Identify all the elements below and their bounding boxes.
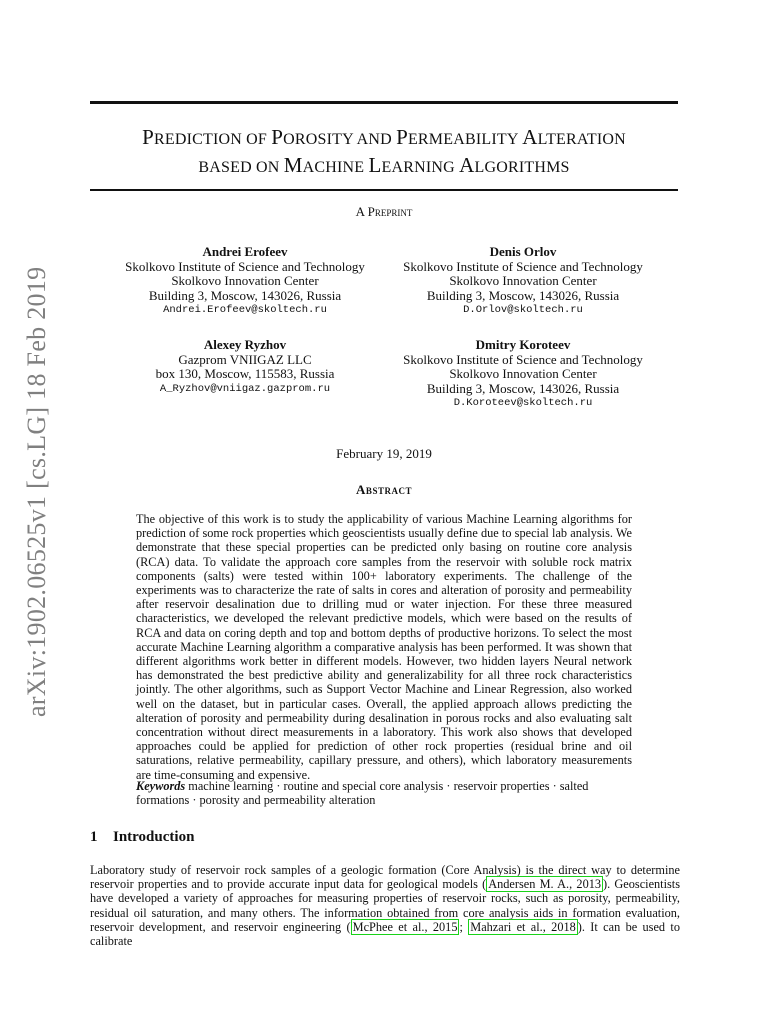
arxiv-identifier: arXiv:1902.06525v1 [cs.LG] 18 Feb 2019: [22, 266, 51, 717]
intro-text: ). Geoscientists have developed a variety of approaches for measuring properties of reservoir rocks, such as porosity, permeability, residual oil saturation, and many others. The information obtained from core analysis aids in formation evaluation, reservoir development, and reservoir engineering (: [90, 877, 680, 934]
section-heading: [90, 829, 194, 846]
title-fragment: L: [368, 153, 382, 177]
author-name: Alexey Ryzhov: [203, 337, 287, 352]
title-fragment: EARNING: [381, 159, 460, 176]
intro-text: ). It can be used to calibrate: [90, 919, 680, 949]
author-email[interactable]: D.Orlov@skoltech.ru: [463, 304, 583, 316]
title-fragment: ERMEABILITY: [407, 131, 523, 148]
author-affiliation: Gazprom VNIIGAZ LLC: [178, 351, 312, 367]
paper-title-line-2: [90, 151, 678, 182]
title-fragment: LTERATION: [537, 131, 626, 148]
title-top-rule: [90, 101, 678, 104]
title-fragment: REDICTION OF: [153, 131, 272, 148]
author-email[interactable]: Andrei.Erofeev@skoltech.ru: [163, 304, 327, 316]
author-address: Building 3, Moscow, 143026, Russia: [426, 380, 620, 396]
author-block: [394, 245, 652, 318]
author-affiliation: Skolkovo Innovation Center: [449, 273, 597, 288]
author-affiliation: Skolkovo Institute of Science and Technology: [403, 258, 643, 274]
author-block: [116, 245, 374, 318]
author-block: [384, 338, 662, 411]
author-affiliation: Skolkovo Innovation Center: [449, 366, 597, 381]
author-block: [116, 338, 374, 396]
title-fragment: P: [142, 125, 154, 149]
title-fragment: P: [271, 125, 284, 149]
author-email[interactable]: A_Ryzhov@vniigaz.gazprom.ru: [159, 382, 331, 395]
title-bottom-rule: [90, 189, 678, 191]
introduction-paragraph: [90, 863, 680, 948]
author-affiliation: Skolkovo Institute of Science and Technology: [403, 351, 643, 367]
intro-text: ;: [459, 919, 469, 934]
preprint-label: A Preprint: [355, 204, 413, 219]
title-fragment: M: [283, 153, 303, 177]
title-fragment: A: [522, 125, 538, 149]
keywords: [136, 779, 632, 807]
keywords-label: Keywords: [136, 779, 186, 793]
title-fragment: ACHINE: [302, 159, 369, 176]
author-name: Denis Orlov: [489, 244, 557, 259]
author-name: Andrei Erofeev: [202, 244, 288, 259]
keywords-list: machine learning · routine and special core analysis · reservoir properties · salted formations · porosity and permeability alteration: [136, 779, 589, 808]
paper-title-line-1: [90, 123, 678, 154]
section-title: Introduction: [113, 829, 195, 845]
author-affiliation: Skolkovo Innovation Center: [171, 273, 319, 288]
citation-link[interactable]: McPhee et al., 2015: [352, 919, 458, 934]
abstract-body: The objective of this work is to study the applicability of various Machine Learning algorithms for prediction of some rock properties which geoscientists usually define due to special lab analysis. We demonstrate that these special properties can be predicted only basing on routine core analysis (RCA) data. To validate the approach core samples from the reservoir with soluble rock matrix components (salts) were tested within 100+ laboratory experiments. The challenge of the experiments was to characterize the rate of salts in cores and alteration of porosity and permeability after reservoir desalination due to drilling mud or water injection. For these three measured characteristics, we developed the relevant predictive models, which were based on the results of RCA and data on coring depth and top and bottom depths of productive horizons. To select the most accurate Machine Learning algorithm a comparative analysis has been performed. It was shown that different algorithms work better in different models. However, two hidden layers Neural network has demonstrated the best predictive ability and generalizability for all three rock characteristics jointly. The other algorithms, such as Support Vector Machine and Linear Regression, also worked well on the dataset, but in particular cases. Overall, the applied approach allows predicting the alteration of porosity and permeability during desalination in porous rocks and also evaluating salt concentration without direct measurements in a laboratory. This work also shows that developed approaches could be applied for prediction of other rock properties (residual brine and oil saturations, relative permeability, capillary pressure, and others), which laboratory measurements are time-consuming and expensive.: [136, 512, 632, 782]
title-fragment: OROSITY AND: [283, 131, 397, 148]
author-address: Building 3, Moscow, 143026, Russia: [426, 287, 620, 303]
title-fragment: LGORITHMS: [474, 159, 570, 176]
title-fragment: P: [396, 125, 408, 149]
citation-link[interactable]: Mahzari et al., 2018: [470, 919, 576, 934]
author-address: box 130, Moscow, 115583, Russia: [155, 366, 335, 381]
publication-date: February 19, 2019: [336, 446, 432, 461]
author-affiliation: Skolkovo Institute of Science and Technology: [125, 258, 365, 274]
section-number: 1: [90, 829, 98, 845]
author-name: Dmitry Koroteev: [475, 337, 571, 352]
citation-link[interactable]: Andersen M. A., 2013: [488, 877, 602, 892]
author-email[interactable]: D.Koroteev@skoltech.ru: [453, 397, 593, 409]
author-address: Building 3, Moscow, 143026, Russia: [148, 287, 342, 303]
title-fragment: A: [459, 153, 475, 177]
intro-text: Laboratory study of reservoir rock samples of a geologic formation (Core Analysis) is the direct way to determine reservoir properties and to provide accurate input data for geological models (: [90, 863, 680, 892]
title-fragment: BASED ON: [198, 159, 284, 176]
abstract-heading: Abstract: [356, 482, 412, 497]
